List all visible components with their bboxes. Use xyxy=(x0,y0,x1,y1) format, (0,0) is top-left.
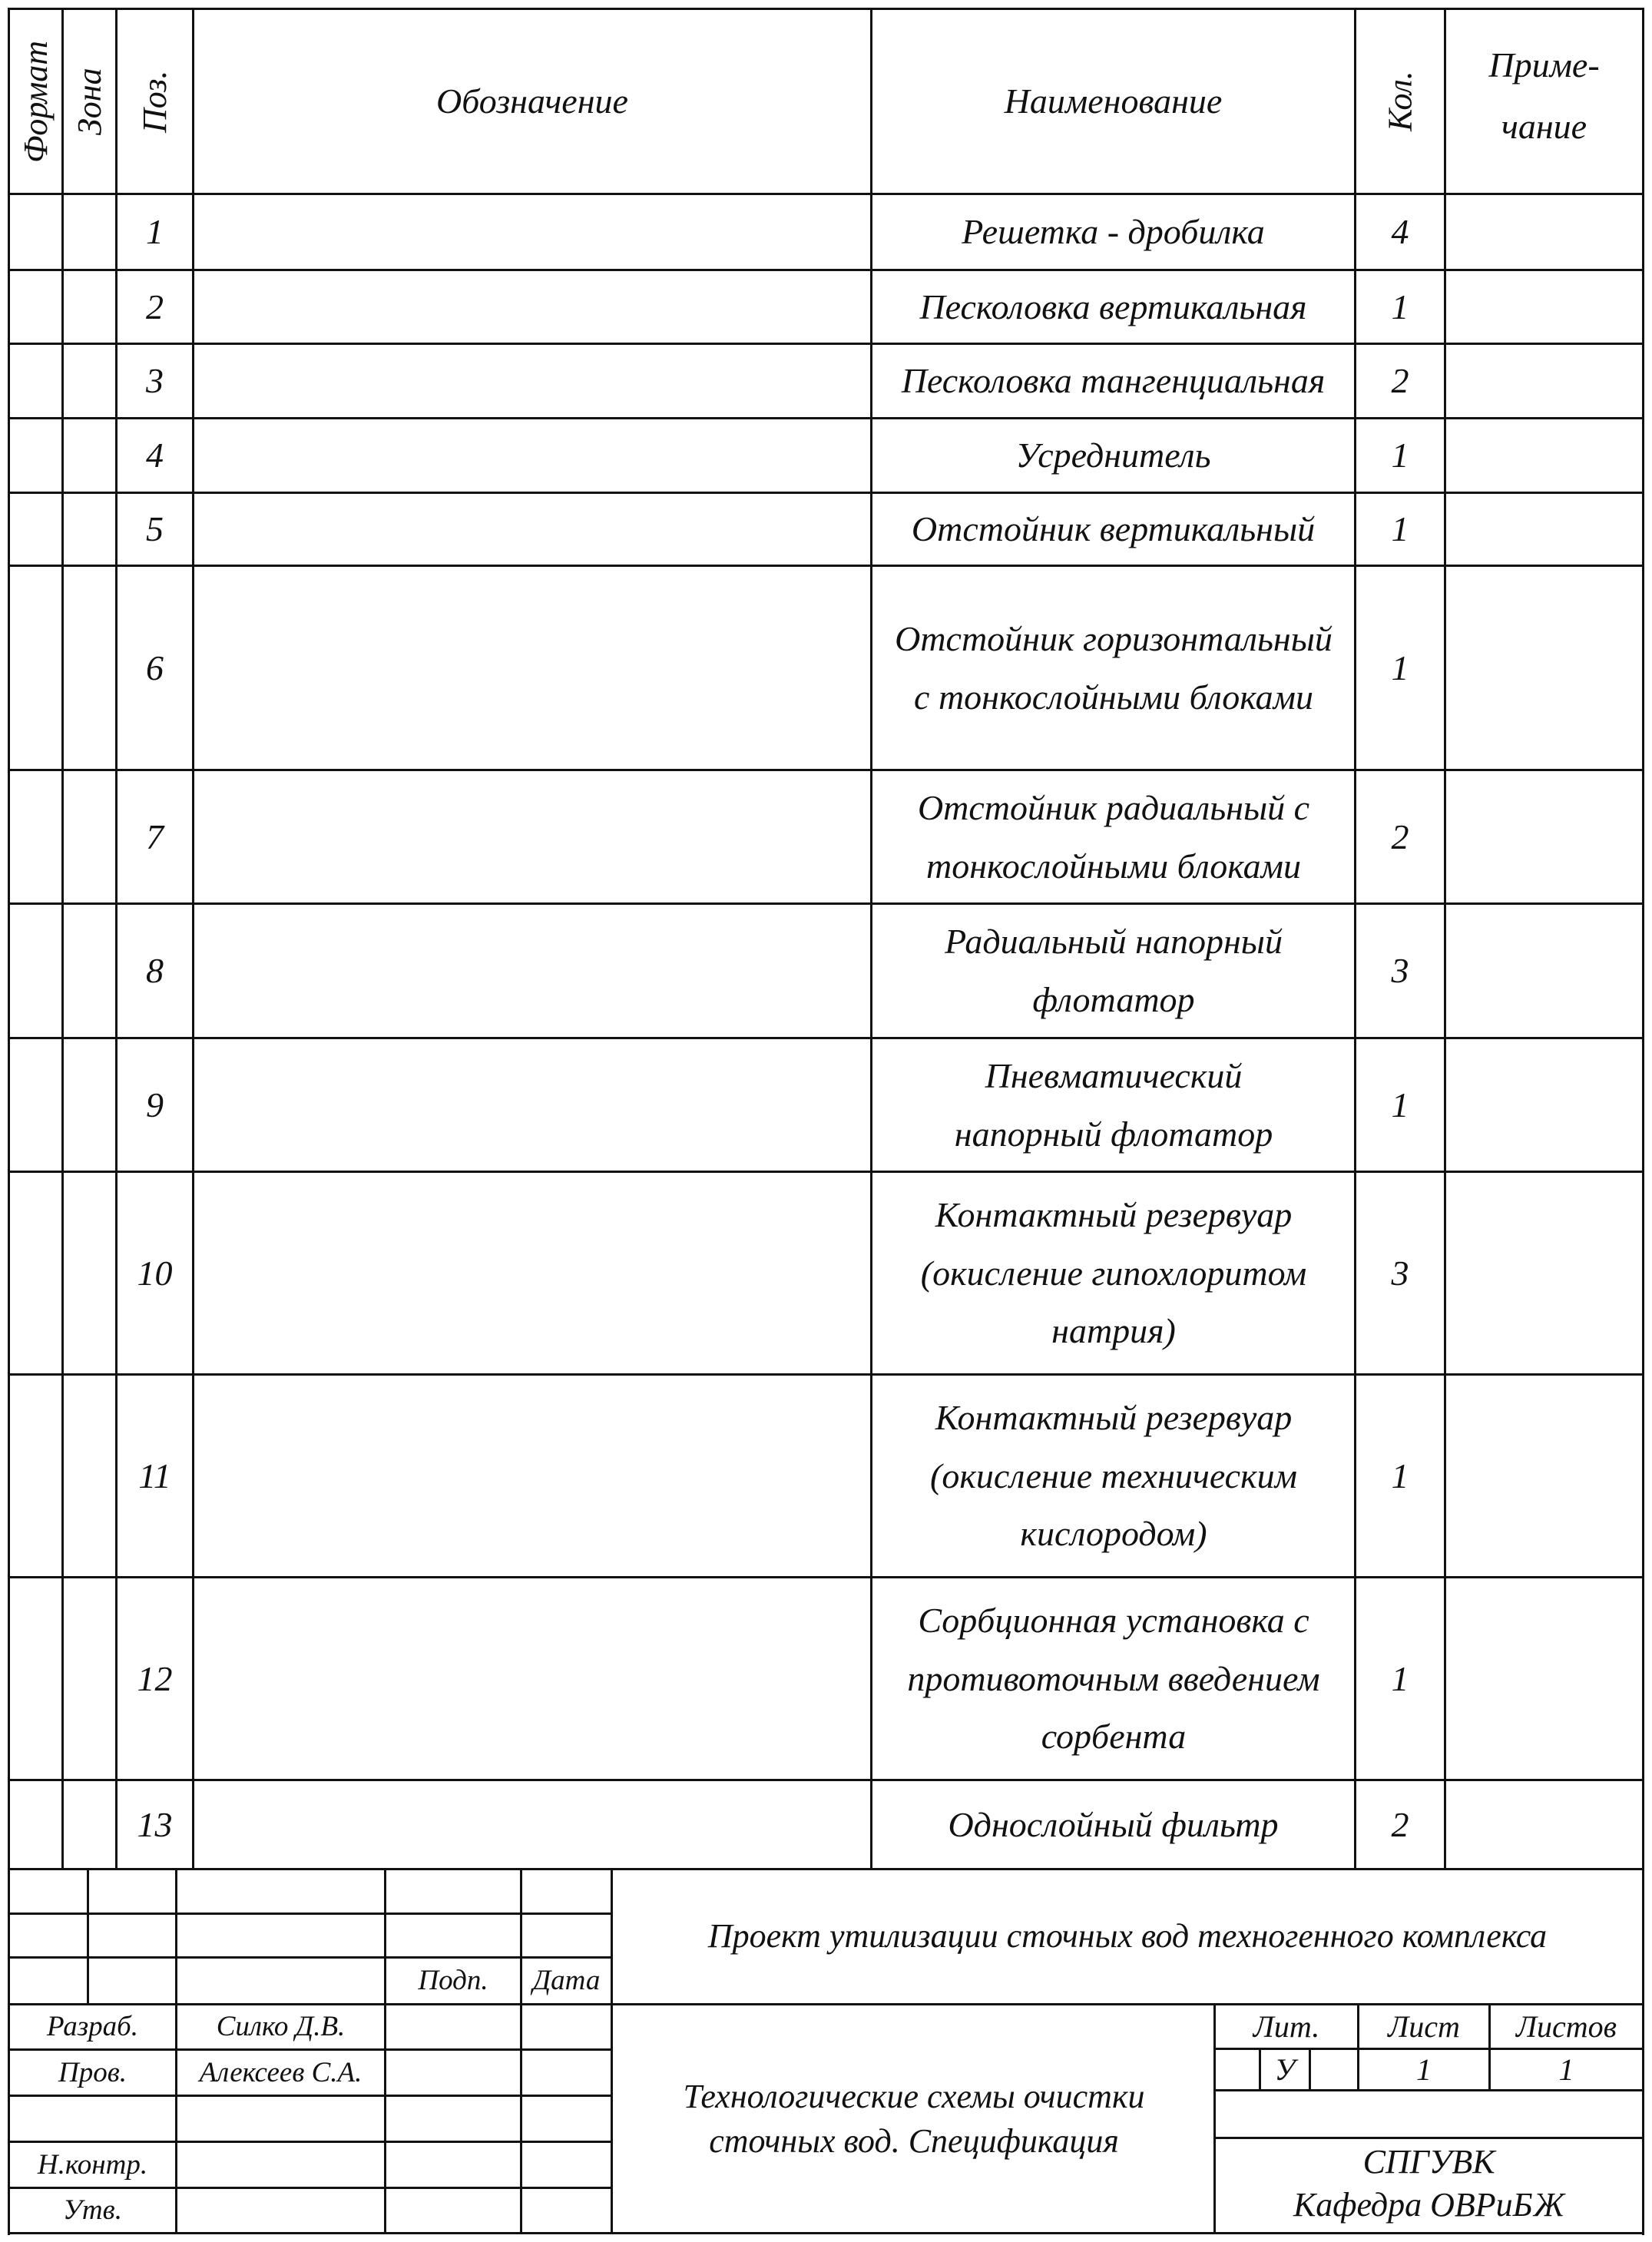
table-row-pos: 7 xyxy=(146,816,164,856)
table-row-qty: 1 xyxy=(1391,647,1409,687)
column-line xyxy=(1444,8,1446,1868)
table-row-name: Радиальный напорный флотатор xyxy=(945,922,1283,1019)
table-row-name: Решетка - дробилка xyxy=(962,211,1265,251)
norm-control-label: Н.контр. xyxy=(37,2148,148,2181)
sheet-value: 1 xyxy=(1416,2052,1432,2087)
header-name: Наименование xyxy=(1004,81,1223,121)
header-note-line1: Приме- xyxy=(1488,45,1600,85)
lit-label: Лит. xyxy=(1253,2009,1320,2044)
stamp-column-line xyxy=(87,1868,89,2003)
sheets-label: Листов xyxy=(1515,2009,1617,2044)
sheet-label: Лист xyxy=(1388,2009,1460,2044)
date-label: Дата xyxy=(532,1965,601,1997)
table-row-pos: 9 xyxy=(146,1085,164,1124)
table-row-name: Отстойник горизонтальный с тонкослойными блоками xyxy=(895,618,1333,717)
table-row-pos: 2 xyxy=(146,286,164,326)
table-row-qty: 1 xyxy=(1391,1455,1409,1495)
sheets-value: 1 xyxy=(1558,2052,1574,2087)
table-row-pos: 12 xyxy=(137,1658,173,1698)
table-row-name: Контактный резервуар (окисление техническим кислородом) xyxy=(930,1397,1297,1554)
header-format: Формат xyxy=(17,40,55,163)
table-row-name: Усреднитель xyxy=(1015,435,1211,475)
table-row-name: Пневматический напорный флотатор xyxy=(954,1055,1273,1154)
table-row-pos: 1 xyxy=(146,211,164,251)
table-right-border xyxy=(1642,8,1644,2235)
table-row-pos: 11 xyxy=(138,1455,171,1495)
approved-label: Утв. xyxy=(63,2194,122,2227)
column-line xyxy=(61,8,64,1868)
table-row-pos: 13 xyxy=(137,1804,173,1844)
table-row-pos: 6 xyxy=(146,647,164,687)
developed-name: Силко Д.В. xyxy=(216,2011,346,2043)
stamp-column-line xyxy=(384,1868,386,2232)
department-name: Кафедра ОВРиБЖ xyxy=(1293,2185,1565,2224)
table-row-qty: 3 xyxy=(1391,1253,1409,1293)
table-row-qty: 1 xyxy=(1391,1085,1409,1124)
table-row-name: Однослойный фильтр xyxy=(948,1804,1279,1844)
table-row-name: Сорбционная установка с противоточным введением сорбента xyxy=(907,1600,1320,1757)
sign-label: Подп. xyxy=(418,1965,488,1997)
table-row-qty: 1 xyxy=(1391,509,1409,549)
table-row-qty: 2 xyxy=(1391,816,1409,856)
table-row-name: Контактный резервуар (окисление гипохлоритом натрия) xyxy=(920,1194,1307,1351)
table-row-qty: 1 xyxy=(1391,435,1409,475)
header-note-line2: чание xyxy=(1501,107,1587,147)
table-left-border xyxy=(8,8,10,2235)
table-row-qty: 3 xyxy=(1391,951,1409,991)
header-designation: Обозначение xyxy=(436,81,628,121)
table-row-pos: 3 xyxy=(146,361,164,401)
table-row-pos: 10 xyxy=(137,1253,173,1293)
column-line xyxy=(192,8,194,1868)
stamp-column-line xyxy=(520,1868,522,2232)
checked-name: Алексеев С.А. xyxy=(199,2056,363,2088)
developed-label: Разраб. xyxy=(47,2011,138,2043)
table-row-pos: 8 xyxy=(146,951,164,991)
table-row-pos: 4 xyxy=(146,435,164,475)
organization-name: СПГУВК xyxy=(1362,2142,1495,2181)
table-row-qty: 4 xyxy=(1391,211,1409,251)
header-pos: Поз. xyxy=(136,70,174,133)
table-row-qty: 2 xyxy=(1391,1804,1409,1844)
stamp-column-line xyxy=(175,1868,177,2232)
table-row-name: Отстойник вертикальный xyxy=(911,509,1316,549)
table-row-qty: 2 xyxy=(1391,361,1409,401)
document-title: Технологические схемы очистки сточных вод. Спецификация xyxy=(683,2078,1145,2160)
header-qty: Кол. xyxy=(1381,71,1419,132)
table-row-name: Песколовка вертикальная xyxy=(919,286,1307,326)
table-row-qty: 1 xyxy=(1391,1658,1409,1698)
checked-label: Пров. xyxy=(58,2056,127,2088)
stamp-column-line xyxy=(1309,2048,1311,2089)
lit-value: У xyxy=(1274,2052,1296,2087)
table-row-pos: 5 xyxy=(146,509,164,549)
table-row-name: Отстойник радиальный с тонкослойными блоками xyxy=(917,787,1310,886)
project-title: Проект утилизации сточных вод техногенного комплекса xyxy=(707,1917,1548,1956)
table-row-name: Песколовка тангенциальная xyxy=(901,361,1326,401)
header-zone: Зона xyxy=(71,68,108,135)
table-row-qty: 1 xyxy=(1391,286,1409,326)
